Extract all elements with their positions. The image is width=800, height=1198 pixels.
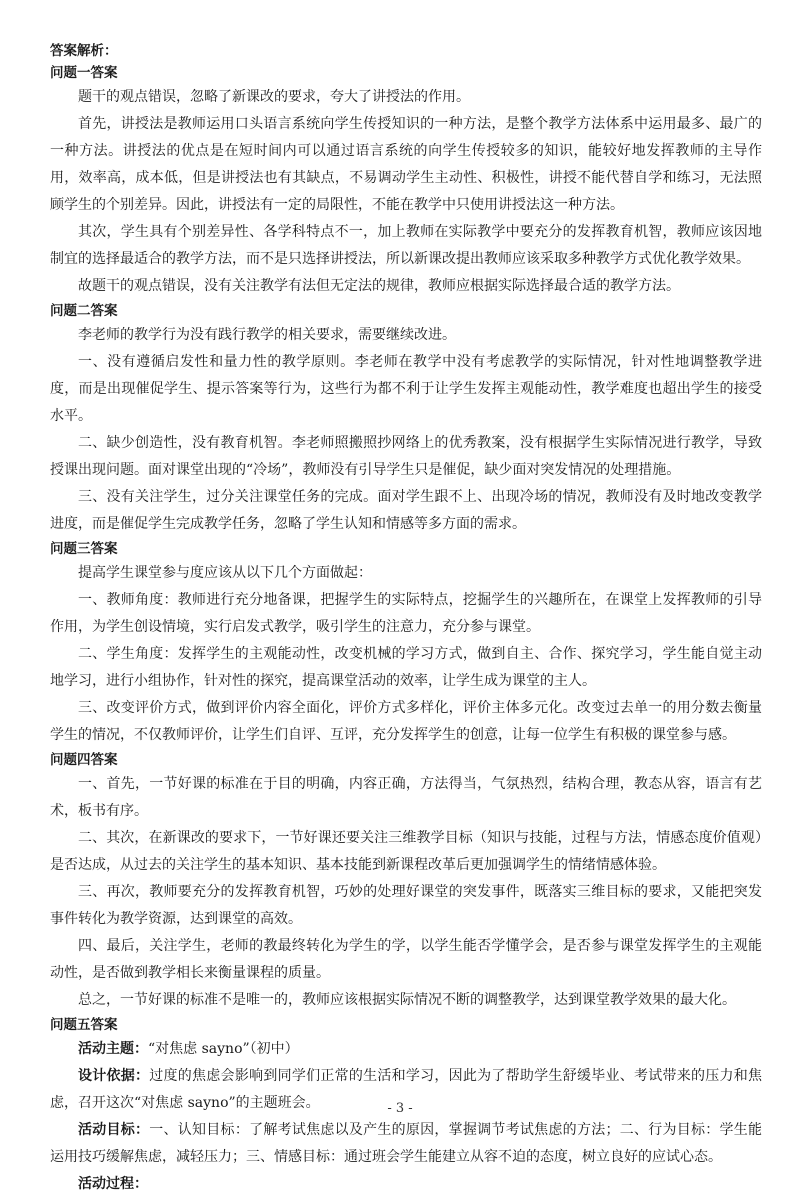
activity-theme-label: 活动主题：: [78, 1041, 148, 1057]
q3-paragraph: 一、教师角度：教师进行充分地备课，把握学生的实际特点，挖掘学生的兴趣所在，在课堂上发挥教师的引导作用，为学生创设情境，实行启发式教学，吸引学生的注意力，充分参与课堂。: [50, 592, 762, 635]
q1-heading: 问题一答案: [50, 65, 118, 81]
q1-paragraph: 故题干的观点错误，没有关注教学有法但无定法的规律，教师应根据实际选择最合适的教学方法。: [78, 278, 680, 294]
activity-process: [50, 1171, 762, 1198]
activity-process-label: 活动过程：: [78, 1176, 148, 1192]
q4-paragraph: 三、再次，教师要充分的发挥教育机智，巧妙的处理好课堂的突发事件，既落实三维目标的要求，又能把突发事件转化为教学资源，达到课堂的高效。: [50, 884, 762, 927]
activity-theme-text: “对焦虑 sayno”（初中）: [148, 1041, 299, 1057]
q3-section: [50, 538, 762, 749]
activity-goals: [50, 1117, 762, 1171]
q4-paragraph: 二、其次，在新课改的要求下，一节好课还要关注三维教学目标（知识与技能，过程与方法，情感态度价值观）是否达成，从过去的关注学生的基本知识、基本技能到新课程改革后更加强调学生的情绪情感体验。: [50, 830, 762, 873]
q4-paragraph: 一、首先，一节好课的标准在于目的明确，内容正确，方法得当，气氛热烈，结构合理，教态从容，语言有艺术，板书有序。: [50, 776, 762, 819]
answer-page: [50, 40, 762, 1198]
design-basis-label: 设计依据：: [78, 1068, 150, 1084]
activity-goals-label: 活动目标：: [78, 1122, 150, 1138]
q2-section: [50, 300, 762, 538]
q1-section: [50, 62, 762, 300]
design-basis-text: 过度的焦虑会影响到同学们正常的生活和学习，因此为了帮助学生舒缓毕业、考试带来的压力和焦虑，召开这次“对焦虑 sayno”的主题班会。: [50, 1068, 763, 1111]
q3-paragraph: 提高学生课堂参与度应该从以下几个方面做起：: [78, 565, 372, 581]
page-title: 答案解析：: [50, 43, 118, 59]
q2-paragraph: 李老师的教学行为没有践行教学的相关要求，需要继续改进。: [78, 327, 456, 343]
q2-paragraph: 二、缺少创造性，没有教育机智。李老师照搬照抄网络上的优秀教案，没有根据学生实际情况进行教学，导致授课出现问题。面对课堂出现的“冷场”，教师没有引导学生只是催促，缺少面对突发情况的处理措施。: [50, 435, 762, 478]
q4-heading: 问题四答案: [50, 752, 118, 768]
q5-heading: 问题五答案: [50, 1017, 118, 1033]
q1-paragraph: 其次，学生具有个别差异性、各学科特点不一，加上教师在实际教学中要充分的发挥教育机智，教师应该因地制宜的选择最适合的教学方法，而不是只选择讲授法，所以新课改提出教师应该采取多种教学方式优化教学效果。: [50, 224, 762, 267]
activity-theme: [50, 1036, 762, 1063]
q4-section: [50, 749, 762, 1014]
q2-heading: 问题二答案: [50, 303, 118, 319]
q1-paragraph: 题干的观点错误，忽略了新课改的要求，夸大了讲授法的作用。: [78, 89, 470, 105]
page-number: - 3 -: [387, 1101, 413, 1116]
activity-goals-text: 一、认知目标：了解考试焦虑以及产生的原因，掌握调节考试焦虑的方法；二、行为目标：学生能运用技巧缓解焦虑，减轻压力；三、情感目标：通过班会学生能建立从容不迫的态度，树立良好的应试心态。: [50, 1122, 763, 1165]
q4-paragraph: 总之，一节好课的标准不是唯一的，教师应该根据实际情况不断的调整教学，达到课堂教学效果的最大化。: [78, 992, 736, 1008]
q2-paragraph: 三、没有关注学生，过分关注课堂任务的完成。面对学生跟不上、出现冷场的情况，教师没有及时地改变教学进度，而是催促学生完成教学任务，忽略了学生认知和情感等多方面的需求。: [50, 489, 762, 532]
q2-paragraph: 一、没有遵循启发性和量力性的教学原则。李老师在教学中没有考虑教学的实际情况，针对性地调整教学进度，而是出现催促学生、提示答案等行为，这些行为都不利于让学生发挥主观能动性，教学难度也超出学生的接受水平。: [50, 354, 762, 424]
q3-heading: 问题三答案: [50, 541, 118, 557]
q4-paragraph: 四、最后，关注学生，老师的教最终转化为学生的学，以学生能否学懂学会，是否参与课堂发挥学生的主观能动性，是否做到教学相长来衡量课程的质量。: [50, 938, 762, 981]
q3-paragraph: 二、学生角度：发挥学生的主观能动性，改变机械的学习方式，做到自主、合作、探究学习，学生能自觉主动地学习，进行小组协作，针对性的探究，提高课堂活动的效率，让学生成为课堂的主人。: [50, 646, 762, 689]
q1-paragraph: 首先，讲授法是教师运用口头语言系统向学生传授知识的一种方法，是整个教学方法体系中运用最多、最广的一种方法。讲授法的优点是在短时间内可以通过语言系统的向学生传授较多的知识，能较好地发挥教师的主导作用，效率高，成本低，但是讲授法也有其缺点，不易调动学生主动性、积极性，讲授不能代替自学和练习，无法照顾学生的个别差异。因此，讲授法有一定的局限性，不能在教学中只使用讲授法这一种方法。: [50, 116, 762, 213]
q3-paragraph: 三、改变评价方式，做到评价内容全面化，评价方式多样化，评价主体多元化。改变过去单一的用分数去衡量学生的情况，不仅教师评价，让学生们自评、互评，充分发挥学生的创意，让每一位学生有积极的课堂参与感。: [50, 700, 762, 743]
